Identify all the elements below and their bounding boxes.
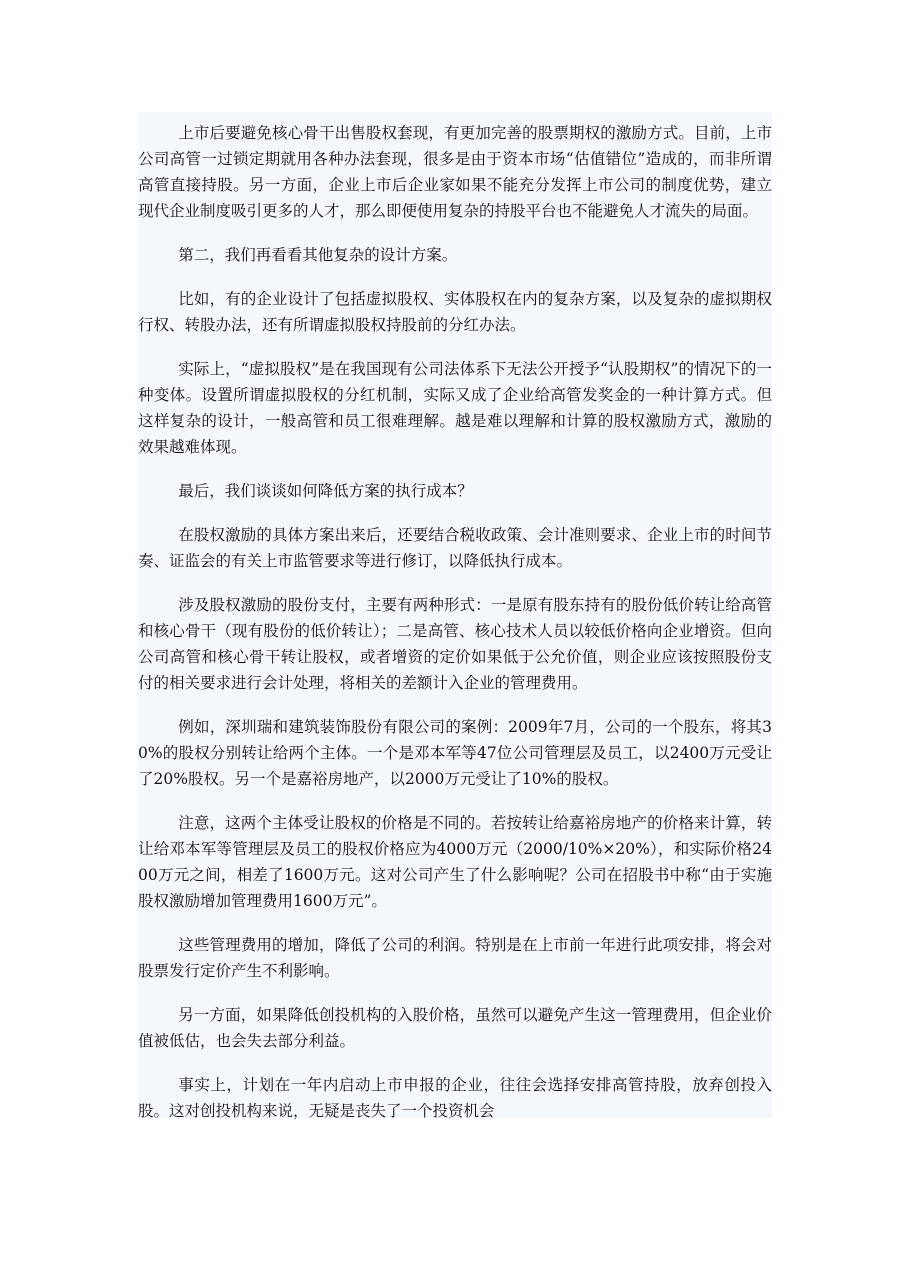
paragraph: 上市后要避免核心骨干出售股权套现，有更加完善的股票期权的激励方式。目前，上市公司高管一过锁定期就用各种办法套现，很多是由于资本市场“估值错位”造成的，而非所谓高管直接持股。另一方面，企业上市后企业家如果不能充分发挥上市公司的制度优势，建立现代企业制度吸引更多的人才，那么即便使用复杂的持股平台也不能避免人才流失的局面。: [138, 124, 772, 220]
paragraph: 涉及股权激励的股份支付，主要有两种形式：一是原有股东持有的股份低价转让给高管和核心骨干（现有股份的低价转让）；二是高管、核心技术人员以较低价格向企业增资。但向公司高管和核心骨干转让股权，或者增资的定价如果低于公允价值，则企业应该按照股份支付的相关要求进行会计处理，将相关的差额计入企业的管理费用。: [138, 596, 772, 692]
article-body: [138, 112, 772, 1118]
paragraph: 这些管理费用的增加，降低了公司的利润。特别是在上市前一年进行此项安排，将会对股票发行定价产生不利影响。: [138, 936, 772, 980]
paragraph: 比如，有的企业设计了包括虚拟股权、实体股权在内的复杂方案，以及复杂的虚拟期权行权、转股办法，还有所谓虚拟股权持股前的分红办法。: [138, 290, 772, 334]
paragraph: 另一方面，如果降低创投机构的入股价格，虽然可以避免产生这一管理费用，但企业价值被低估，也会失去部分利益。: [138, 1006, 772, 1050]
paragraph: 例如，深圳瑞和建筑装饰股份有限公司的案例：2009年7月，公司的一个股东，将其30%的股权分别转让给两个主体。一个是邓本军等47位公司管理层及员工，以2400万元受让了20%股权。另一个是嘉裕房地产，以2000万元受让了10%的股权。: [138, 718, 772, 788]
paragraph: 注意，这两个主体受让股权的价格是不同的。若按转让给嘉裕房地产的价格来计算，转让给邓本军等管理层及员工的股权价格应为4000万元（2000/10%×20%），和实际价格2400万元之间，相差了1600万元。这对公司产生了什么影响呢？公司在招股书中称“由于实施股权激励增加管理费用1600万元”。: [138, 814, 772, 910]
paragraph: 事实上，计划在一年内启动上市申报的企业，往往会选择安排高管持股，放弃创投入股。这对创投机构来说，无疑是丧失了一个投资机会: [138, 1076, 772, 1120]
paragraph: 实际上，“虚拟股权”是在我国现有公司法体系下无法公开授予“认股期权”的情况下的一种变体。设置所谓虚拟股权的分红机制，实际又成了企业给高管发奖金的一种计算方式。但这样复杂的设计，一般高管和员工很难理解。越是难以理解和计算的股权激励方式，激励的效果越难体现。: [138, 360, 772, 456]
paragraph: 在股权激励的具体方案出来后，还要结合税收政策、会计准则要求、企业上市的时间节奏、证监会的有关上市监管要求等进行修订，以降低执行成本。: [138, 526, 772, 570]
paragraph: 最后，我们谈谈如何降低方案的执行成本？: [178, 482, 473, 500]
paragraph: 第二，我们再看看其他复杂的设计方案。: [178, 246, 458, 264]
